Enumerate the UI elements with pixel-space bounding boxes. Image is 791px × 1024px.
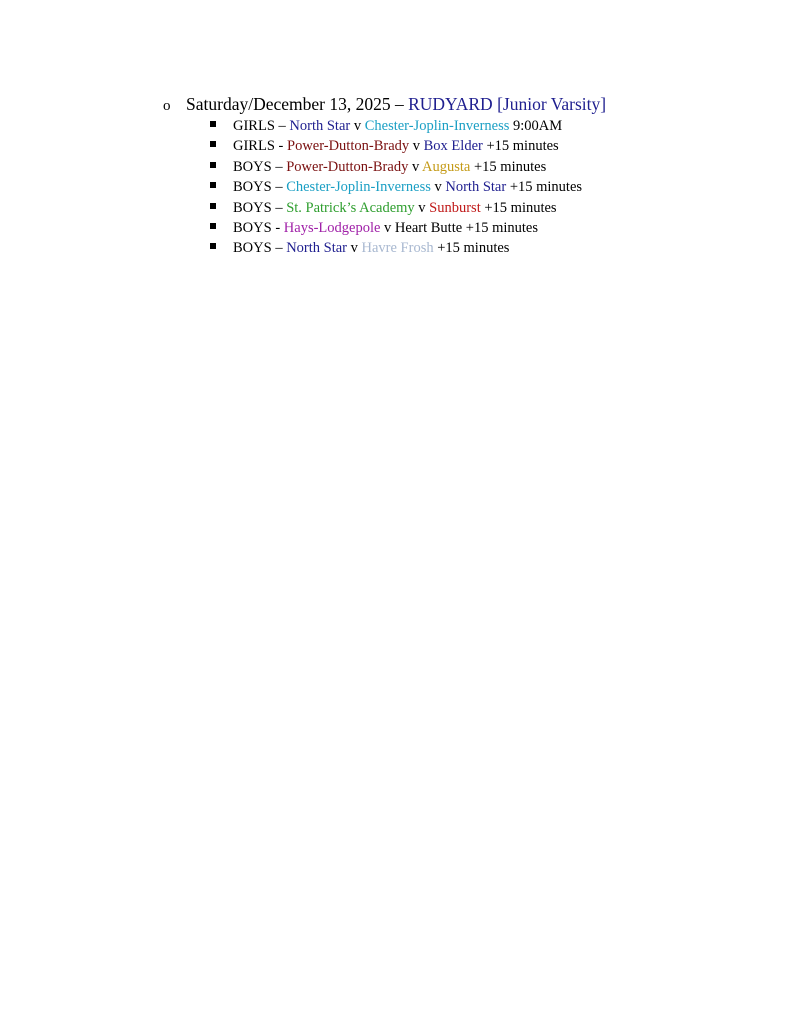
game-item <box>210 136 582 156</box>
event-location: RUDYARD [Junior Varsity] <box>408 94 607 114</box>
game-item <box>210 157 582 177</box>
game-item <box>210 218 582 238</box>
game-time: +15 minutes <box>506 179 583 196</box>
game-time: +15 minutes <box>462 220 539 237</box>
game-team-2: Chester-Joplin-Inverness <box>364 118 510 134</box>
game-team-2: Sunburst <box>429 199 481 216</box>
game-separator: – <box>271 240 287 257</box>
game-division: BOYS <box>233 240 272 257</box>
game-team-1: North Star <box>286 240 347 257</box>
game-division: BOYS <box>233 220 272 237</box>
game-versus: v <box>408 158 423 175</box>
square-bullet-icon <box>210 243 216 249</box>
game-team-1: North Star <box>289 118 351 134</box>
game-separator: - <box>274 138 287 155</box>
game-team-2: Augusta <box>422 158 471 175</box>
game-versus: v <box>380 220 395 237</box>
game-time: 9:00AM <box>509 118 563 134</box>
hollow-circle-bullet: o <box>163 98 171 114</box>
square-bullet-icon <box>210 203 216 209</box>
game-team-1: Power-Dutton-Brady <box>286 158 409 175</box>
game-team-2: Havre Frosh <box>361 240 434 257</box>
game-versus: v <box>409 138 424 155</box>
game-division: GIRLS <box>233 118 275 134</box>
schedule-date-line <box>163 92 606 118</box>
game-division: BOYS <box>233 158 272 175</box>
game-division: GIRLS <box>233 138 275 155</box>
date-separator: – <box>390 94 409 114</box>
game-time: +15 minutes <box>482 138 559 155</box>
square-bullet-icon <box>210 223 216 229</box>
game-team-1: Chester-Joplin-Inverness <box>286 179 431 196</box>
game-team-1: Hays-Lodgepole <box>283 220 381 237</box>
game-versus: v <box>430 179 446 196</box>
game-team-2: Box Elder <box>423 138 483 155</box>
square-bullet-icon <box>210 162 216 168</box>
game-separator: – <box>274 118 290 134</box>
game-division: BOYS <box>233 199 272 216</box>
game-separator: - <box>271 220 284 237</box>
square-bullet-icon <box>210 121 216 127</box>
game-item <box>210 177 582 197</box>
game-time: +15 minutes <box>480 199 557 216</box>
game-time: +15 minutes <box>470 158 547 175</box>
game-item <box>210 116 582 136</box>
game-versus: v <box>414 199 430 216</box>
game-time: +15 minutes <box>433 240 510 257</box>
game-separator: – <box>271 158 287 175</box>
game-team-1: Power-Dutton-Brady <box>287 138 410 155</box>
game-team-2: Heart Butte <box>394 220 463 237</box>
event-date: Saturday/December 13, 2025 <box>186 94 391 114</box>
game-team-2: North Star <box>445 179 507 196</box>
game-separator: – <box>271 179 287 196</box>
square-bullet-icon <box>210 182 216 188</box>
square-bullet-icon <box>210 141 216 147</box>
game-versus: v <box>350 118 365 134</box>
game-item <box>210 238 582 258</box>
game-team-1: St. Patrick’s Academy <box>286 199 415 216</box>
game-versus: v <box>347 240 362 257</box>
game-list <box>210 116 582 259</box>
game-separator: – <box>271 199 287 216</box>
game-division: BOYS <box>233 179 272 196</box>
game-item <box>210 198 582 218</box>
